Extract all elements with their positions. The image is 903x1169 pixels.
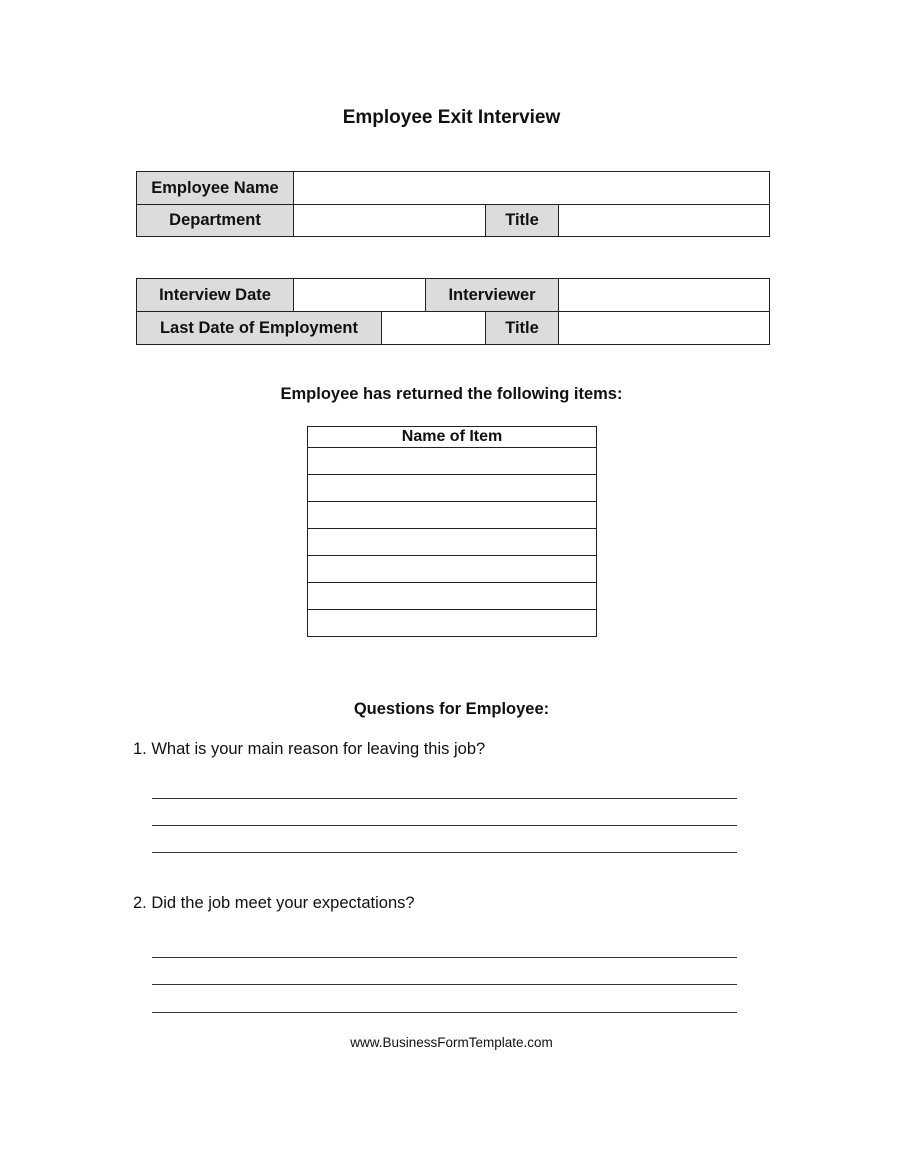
answer-line-q2[interactable] xyxy=(152,957,737,958)
title-field[interactable] xyxy=(559,205,770,237)
question-2: 2. Did the job meet your expectations? xyxy=(133,894,415,912)
item-row[interactable] xyxy=(308,475,597,502)
returned-items-table xyxy=(307,426,597,637)
interviewer-field[interactable] xyxy=(559,279,770,312)
employee-name-label: Employee Name xyxy=(137,172,294,205)
last-date-of-employment-label: Last Date of Employment xyxy=(137,312,382,345)
question-1: 1. What is your main reason for leaving this job? xyxy=(133,740,486,758)
employee-info-table xyxy=(136,171,770,237)
item-row[interactable] xyxy=(308,583,597,610)
answer-line-q1[interactable] xyxy=(152,852,737,853)
answer-line-q1[interactable] xyxy=(152,798,737,799)
interview-info-table xyxy=(136,278,770,345)
item-row[interactable] xyxy=(308,556,597,583)
interview-date-field[interactable] xyxy=(294,279,426,312)
interviewer-title-field[interactable] xyxy=(559,312,770,345)
answer-line-q2[interactable] xyxy=(152,1012,737,1013)
questions-heading: Questions for Employee: xyxy=(353,700,550,718)
employee-name-field[interactable] xyxy=(294,172,770,205)
item-row[interactable] xyxy=(308,502,597,529)
item-column-header: Name of Item xyxy=(308,427,597,448)
title-label: Title xyxy=(486,205,559,237)
last-date-of-employment-field[interactable] xyxy=(382,312,486,345)
department-field[interactable] xyxy=(294,205,486,237)
department-label: Department xyxy=(137,205,294,237)
interview-date-label: Interview Date xyxy=(137,279,294,312)
answer-line-q2[interactable] xyxy=(152,984,737,985)
answer-line-q1[interactable] xyxy=(152,825,737,826)
item-row[interactable] xyxy=(308,529,597,556)
document-title: Employee Exit Interview xyxy=(342,107,561,128)
item-row[interactable] xyxy=(308,610,597,637)
footer-website: www.BusinessFormTemplate.com xyxy=(350,1035,553,1050)
interviewer-label: Interviewer xyxy=(426,279,559,312)
interviewer-title-label: Title xyxy=(486,312,559,345)
returned-items-heading: Employee has returned the following items: xyxy=(280,385,623,403)
item-row[interactable] xyxy=(308,448,597,475)
